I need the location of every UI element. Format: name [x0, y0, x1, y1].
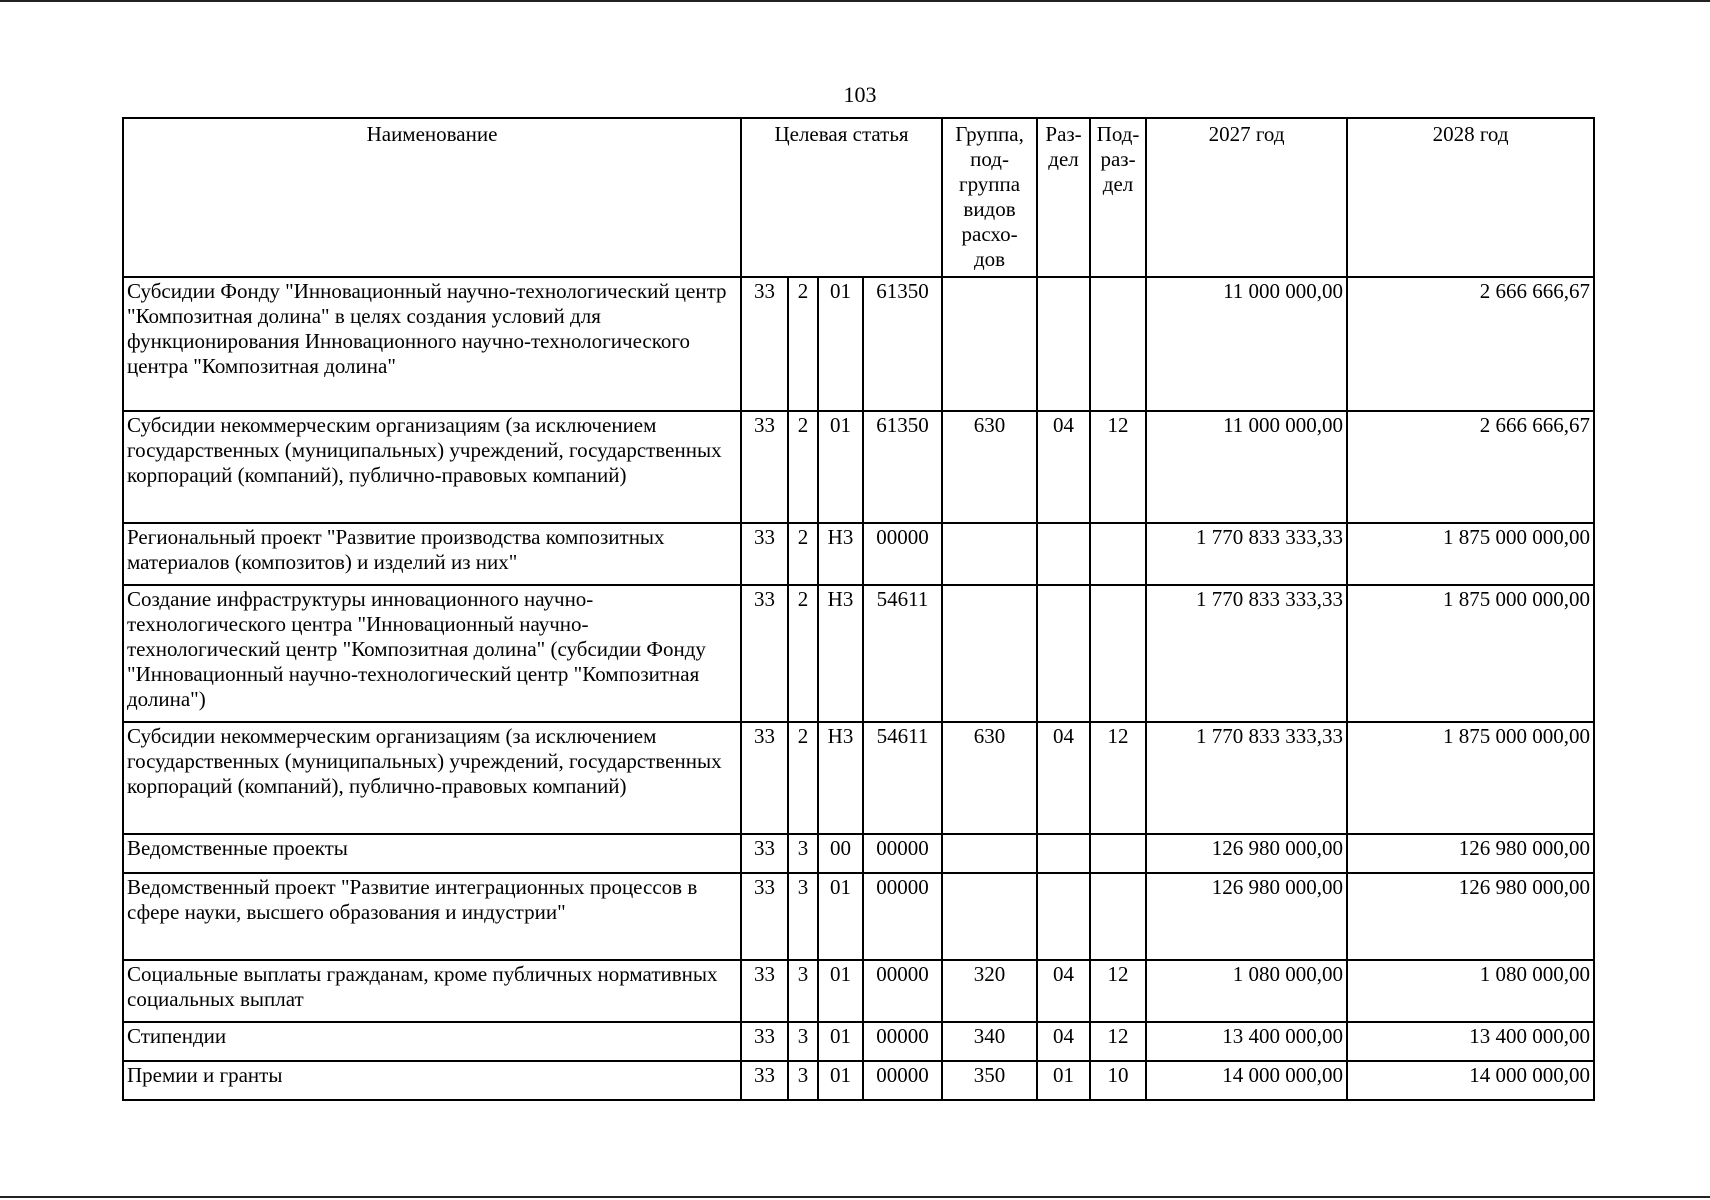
- target-code-event: 01: [818, 873, 863, 960]
- header-year-2028: 2028 год: [1347, 118, 1594, 277]
- target-code-subprogram: 2: [788, 523, 818, 585]
- amount-2028: 13 400 000,00: [1347, 1022, 1594, 1061]
- expense-group: 630: [942, 722, 1037, 834]
- amount-2027: 1 770 833 333,33: [1146, 585, 1347, 722]
- expense-group: [942, 523, 1037, 585]
- target-code-direction: 61350: [863, 277, 942, 411]
- expense-group: 350: [942, 1061, 1037, 1100]
- section-code: 04: [1037, 411, 1090, 523]
- row-name: Субсидии некоммерческим организациям (за исключением государственных (муниципальных) учреждений, государственных корпораций (компаний), публично-правовых компаний): [123, 411, 741, 523]
- amount-2027: 14 000 000,00: [1146, 1061, 1347, 1100]
- section-code: [1037, 585, 1090, 722]
- target-code-program: 33: [741, 523, 788, 585]
- section-code: 04: [1037, 722, 1090, 834]
- target-code-event: Н3: [818, 523, 863, 585]
- table-row: [123, 1061, 1594, 1100]
- target-code-program: 33: [741, 411, 788, 523]
- section-code: [1037, 873, 1090, 960]
- header-section: Раз- дел: [1037, 118, 1090, 277]
- scan-top-edge: [0, 0, 1710, 2]
- amount-2027: 1 770 833 333,33: [1146, 722, 1347, 834]
- table-header-row: [123, 118, 1594, 277]
- target-code-subprogram: 3: [788, 873, 818, 960]
- amount-2028: 126 980 000,00: [1347, 834, 1594, 873]
- section-code: 04: [1037, 1022, 1090, 1061]
- amount-2027: 1 770 833 333,33: [1146, 523, 1347, 585]
- target-code-event: 01: [818, 1061, 863, 1100]
- header-name: Наименование: [123, 118, 741, 277]
- section-code: [1037, 834, 1090, 873]
- subsection-code: [1090, 277, 1146, 411]
- row-name: Субсидии Фонду "Инновационный научно-технологический центр "Композитная долина" в целях создания условий для функционирования Инновационного научно-технологического центра "Композитная долина": [123, 277, 741, 411]
- table-row: [123, 585, 1594, 722]
- target-code-subprogram: 2: [788, 585, 818, 722]
- subsection-code: 12: [1090, 1022, 1146, 1061]
- expense-group: [942, 873, 1037, 960]
- row-name: Региональный проект "Развитие производства композитных материалов (композитов) и изделий из них": [123, 523, 741, 585]
- target-code-direction: 00000: [863, 873, 942, 960]
- target-code-program: 33: [741, 834, 788, 873]
- amount-2027: 13 400 000,00: [1146, 1022, 1347, 1061]
- target-code-direction: 54611: [863, 585, 942, 722]
- target-code-program: 33: [741, 585, 788, 722]
- section-code: [1037, 523, 1090, 585]
- row-name: Ведомственные проекты: [123, 834, 741, 873]
- subsection-code: 10: [1090, 1061, 1146, 1100]
- target-code-direction: 61350: [863, 411, 942, 523]
- expense-group: [942, 277, 1037, 411]
- amount-2027: 1 080 000,00: [1146, 960, 1347, 1022]
- table-row: [123, 411, 1594, 523]
- amount-2028: 126 980 000,00: [1347, 873, 1594, 960]
- row-name: Социальные выплаты гражданам, кроме публичных нормативных социальных выплат: [123, 960, 741, 1022]
- target-code-subprogram: 3: [788, 960, 818, 1022]
- header-year-2027: 2027 год: [1146, 118, 1347, 277]
- amount-2028: 1 875 000 000,00: [1347, 585, 1594, 722]
- target-code-event: 01: [818, 411, 863, 523]
- amount-2028: 14 000 000,00: [1347, 1061, 1594, 1100]
- target-code-direction: 00000: [863, 1022, 942, 1061]
- subsection-code: 12: [1090, 960, 1146, 1022]
- amount-2027: 126 980 000,00: [1146, 834, 1347, 873]
- target-code-program: 33: [741, 1061, 788, 1100]
- amount-2028: 1 080 000,00: [1347, 960, 1594, 1022]
- subsection-code: 12: [1090, 722, 1146, 834]
- header-target-article: Целевая статья: [741, 118, 942, 277]
- expense-group: 630: [942, 411, 1037, 523]
- header-expense-group: Группа, под- группа видов расхо- дов: [942, 118, 1037, 277]
- section-code: 04: [1037, 960, 1090, 1022]
- target-code-program: 33: [741, 873, 788, 960]
- amount-2028: 2 666 666,67: [1347, 411, 1594, 523]
- amount-2028: 2 666 666,67: [1347, 277, 1594, 411]
- row-name: Премии и гранты: [123, 1061, 741, 1100]
- target-code-subprogram: 3: [788, 1061, 818, 1100]
- table-row: [123, 834, 1594, 873]
- row-name: Ведомственный проект "Развитие интеграционных процессов в сфере науки, высшего образования и индустрии": [123, 873, 741, 960]
- target-code-event: 01: [818, 277, 863, 411]
- row-name: Создание инфраструктуры инновационного научно-технологического центра "Инновационный научно-технологический центр "Композитная долина" (субсидии Фонду "Инновационный научно-технологический центр "Композитная долина"): [123, 585, 741, 722]
- target-code-direction: 00000: [863, 960, 942, 1022]
- table-row: [123, 277, 1594, 411]
- subsection-code: [1090, 834, 1146, 873]
- amount-2028: 1 875 000 000,00: [1347, 722, 1594, 834]
- amount-2027: 11 000 000,00: [1146, 277, 1347, 411]
- target-code-direction: 00000: [863, 1061, 942, 1100]
- target-code-subprogram: 2: [788, 722, 818, 834]
- target-code-subprogram: 2: [788, 411, 818, 523]
- target-code-program: 33: [741, 1022, 788, 1061]
- target-code-program: 33: [741, 960, 788, 1022]
- target-code-event: 00: [818, 834, 863, 873]
- target-code-event: 01: [818, 1022, 863, 1061]
- section-code: 01: [1037, 1061, 1090, 1100]
- amount-2027: 11 000 000,00: [1146, 411, 1347, 523]
- target-code-subprogram: 3: [788, 834, 818, 873]
- expense-group: [942, 834, 1037, 873]
- target-code-event: Н3: [818, 722, 863, 834]
- page-number: 103: [843, 82, 877, 107]
- target-code-direction: 00000: [863, 834, 942, 873]
- target-code-program: 33: [741, 277, 788, 411]
- subsection-code: [1090, 523, 1146, 585]
- amount-2027: 126 980 000,00: [1146, 873, 1347, 960]
- expense-group: 340: [942, 1022, 1037, 1061]
- scan-bottom-edge: [0, 1196, 1710, 1198]
- subsection-code: [1090, 585, 1146, 722]
- target-code-subprogram: 2: [788, 277, 818, 411]
- target-code-direction: 00000: [863, 523, 942, 585]
- row-name: Стипендии: [123, 1022, 741, 1061]
- table-row: [123, 873, 1594, 960]
- table-row: [123, 1022, 1594, 1061]
- target-code-event: Н3: [818, 585, 863, 722]
- table-row: [123, 523, 1594, 585]
- expense-group: 320: [942, 960, 1037, 1022]
- budget-table: [122, 117, 1595, 1101]
- target-code-subprogram: 3: [788, 1022, 818, 1061]
- header-subsection: Под- раз- дел: [1090, 118, 1146, 277]
- table-row: [123, 722, 1594, 834]
- table-row: [123, 960, 1594, 1022]
- subsection-code: 12: [1090, 411, 1146, 523]
- section-code: [1037, 277, 1090, 411]
- subsection-code: [1090, 873, 1146, 960]
- expense-group: [942, 585, 1037, 722]
- target-code-direction: 54611: [863, 722, 942, 834]
- row-name: Субсидии некоммерческим организациям (за исключением государственных (муниципальных) учреждений, государственных корпораций (компаний), публично-правовых компаний): [123, 722, 741, 834]
- target-code-event: 01: [818, 960, 863, 1022]
- target-code-program: 33: [741, 722, 788, 834]
- amount-2028: 1 875 000 000,00: [1347, 523, 1594, 585]
